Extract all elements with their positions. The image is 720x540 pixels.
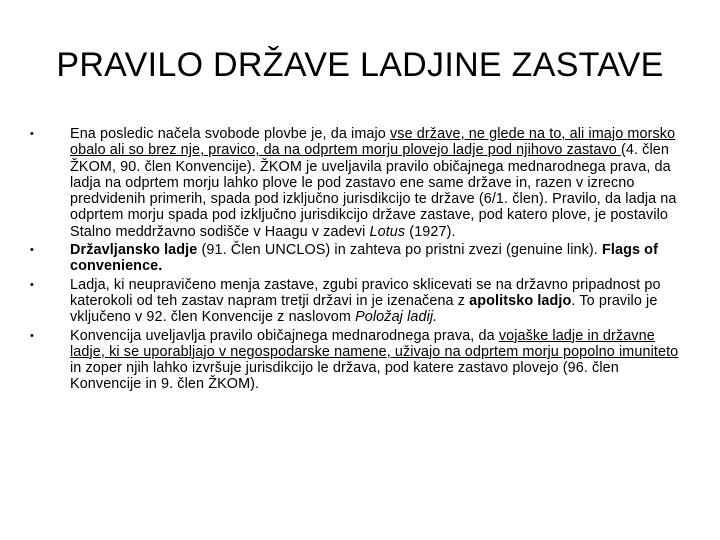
text-run: Konvencija uveljavlja pravilo običajnega mednarodnega prava, da [70, 327, 499, 344]
bullet-marker: • [30, 128, 34, 140]
bold-run: apolitsko ladjo [469, 292, 572, 309]
bullet-text [70, 242, 658, 274]
bullet-item [30, 242, 680, 275]
bullet-item [30, 328, 680, 393]
text-run: Ladja, ki neupravičeno menja zastave, zgubi pravico sklicevati se na državno pripadnost po katerokoli od teh zastav napram tretji državi in je izenačena z [70, 276, 661, 309]
bold-run: Državljansko ladje [70, 242, 198, 259]
text-run: (91. Člen UNCLOS) in zahteva po pristni zvezi (genuine link). [197, 242, 602, 259]
bullet-list [30, 126, 680, 395]
bullet-item [30, 126, 680, 240]
slide-title: PRAVILO DRŽAVE LADJINE ZASTAVE [56, 46, 664, 84]
bullet-marker: • [30, 244, 34, 257]
text-run: (1927). [405, 223, 456, 240]
bullet-text [70, 277, 661, 326]
text-run: . To pravilo je vključeno v 92. člen Konvencije z naslovom [70, 292, 658, 326]
text-run: in zoper njih lahko izvršuje jurisdikcijo le država, pod katere zastavo plovejo (96. člen Konvencije in 9. člen ŽKOM). [70, 360, 619, 393]
bullet-marker: • [30, 329, 34, 342]
bullet-item [30, 277, 680, 326]
underlined-run: vse države, ne glede na to, ali imajo morsko obalo ali so brez nje, pravico, da na odprtem morju plovejo ladje pod njihovo zastavo [70, 126, 676, 159]
bullet-text [70, 126, 677, 240]
italic-run: Lotus [369, 223, 406, 240]
text-run: Ena posledic načela svobode plovbe je, da imajo [70, 126, 391, 142]
bullet-text [70, 328, 678, 393]
bold-run: Flags of convenience. [70, 242, 658, 275]
italic-run: Položaj ladij. [355, 309, 438, 326]
text-run: (4. člen ŽKOM, 90. člen Konvencije). ŽKOM je uveljavila pravilo običajnega mednarodnega prava, da ladja na odprtem morju lahko plove le pod zastavo ene same države in, razen v izrecno predvidenih primerih, spada pod izključno jurisdikcijo te države (6/1. člen). Pravilo, da ladja na odprtem morju spada pod izključno jurisdikcijo države zastave, pod katero plove, je postavilo Stalno meddržavno sodišče v Haagu v zadevi [70, 142, 677, 240]
bullet-marker: • [30, 278, 34, 291]
underlined-run: vojaške ladje in državne ladje, ki se uporabljajo v negospodarske namene, uživajo na odprtem morju popolno imuniteto [70, 327, 679, 360]
